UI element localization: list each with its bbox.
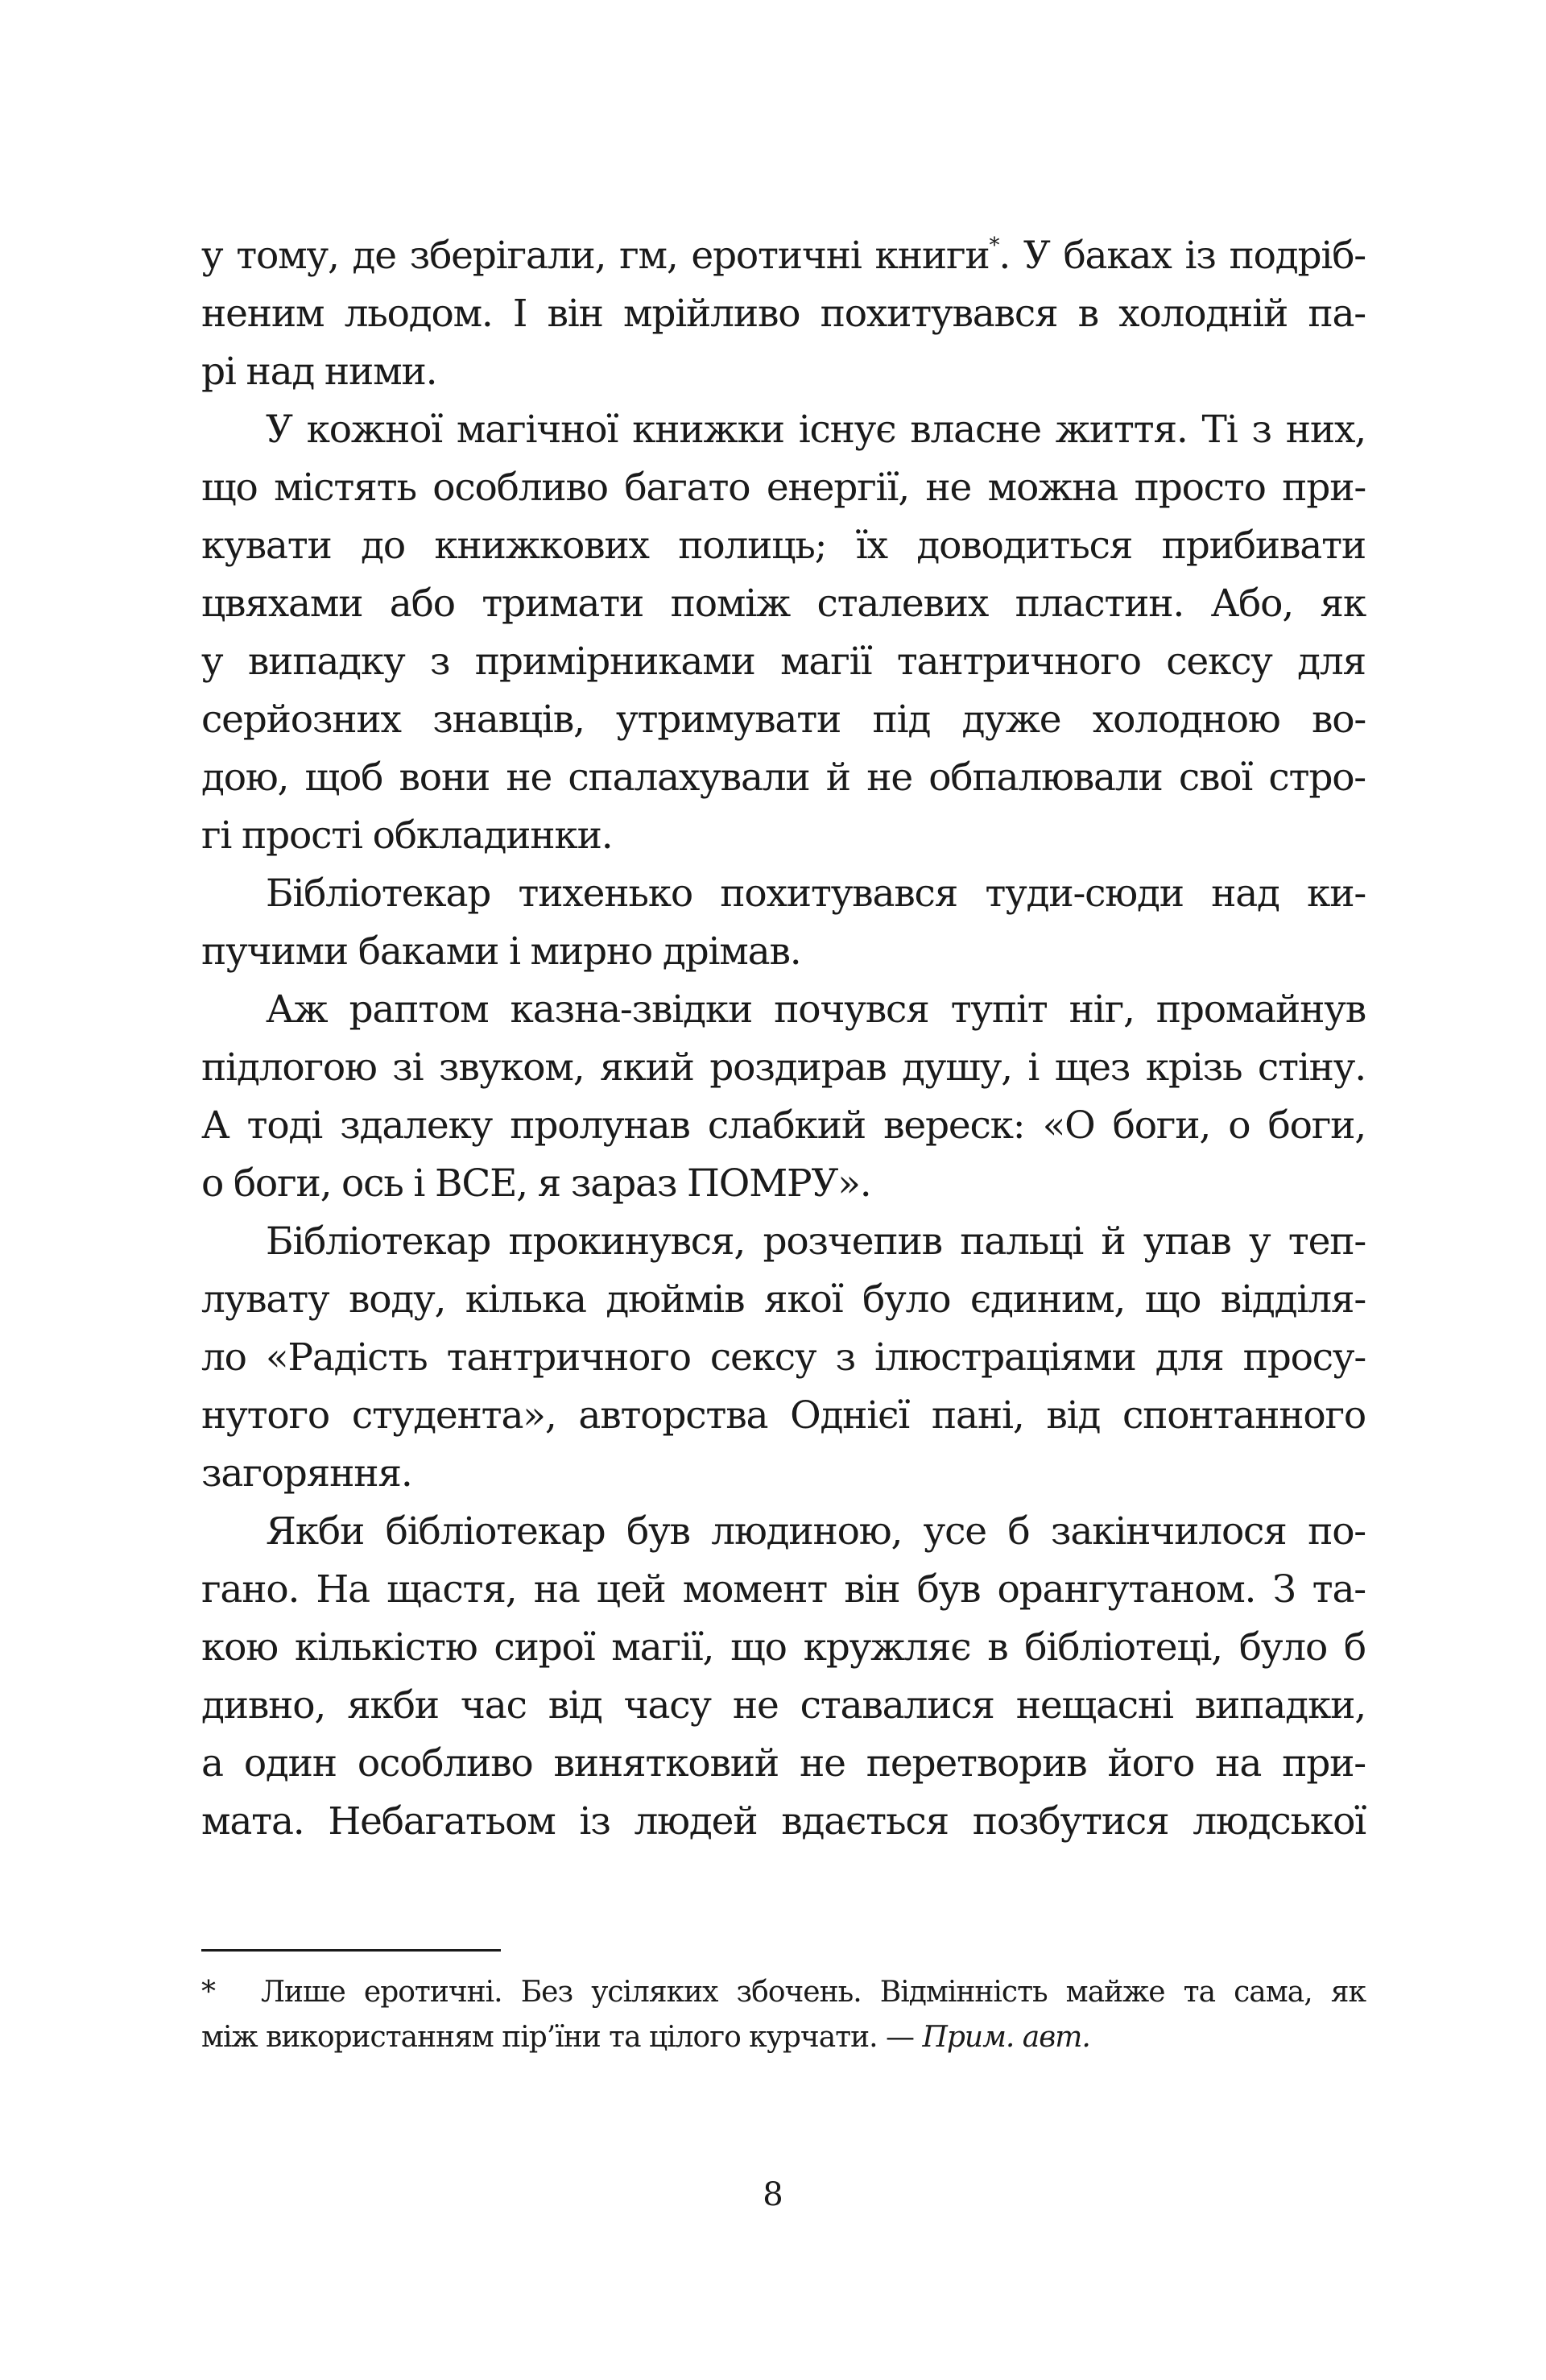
footnote <box>201 1970 1366 2060</box>
text-line: лувату воду, кілька дюймів якої було єдиним, що відділя- <box>201 1277 1366 1322</box>
footnote-reference[interactable]: * <box>989 234 999 258</box>
text-line: Бібліотекар прокинувся, розчепив пальці й упав у теп- <box>266 1219 1366 1264</box>
text-line: гано. На щастя, на цей момент він був орангутаном. З та- <box>201 1567 1366 1612</box>
paragraph <box>201 227 1366 401</box>
text-line: о боги, ось і ВСЕ, я зараз ПОМРУ». <box>201 1161 871 1206</box>
text-line: загоряння. <box>201 1451 412 1496</box>
text-line: Бібліотекар тихенько похитувався туди-сюди над ки- <box>266 871 1366 916</box>
paragraph <box>201 401 1366 865</box>
page-body <box>201 227 1366 1851</box>
footnote-line <box>201 1970 1366 2015</box>
text-line: ло «Радість тантричного сексу з ілюстраціями для просу- <box>201 1335 1366 1380</box>
page-number: 8 <box>763 2176 783 2213</box>
text-line: неним льодом. І він мрійливо похитувався в холодній па- <box>201 292 1366 336</box>
footnote-line <box>201 2015 1366 2060</box>
footnote-text: Лише еротичні. Без усіляких збочень. Відмінність майже та сама, як <box>261 1976 1366 2009</box>
paragraph <box>201 865 1366 981</box>
text-line: у випадку з примірниками магії тантричного сексу для <box>201 639 1366 684</box>
paragraph <box>201 1213 1366 1503</box>
text-line: кою кількістю сирої магії, що кружляє в бібліотеці, було б <box>201 1625 1366 1670</box>
book-page <box>201 227 1366 1851</box>
text-line: підлогою зі звуком, який роздирав душу, і щез крізь стіну. <box>201 1045 1366 1090</box>
text-line: у тому, де зберігали, гм, еротичні книги*. У баках із подріб- <box>201 234 1366 278</box>
text-line: А тоді здалеку пролунав слабкий вереск: «О боги, о боги, <box>201 1103 1366 1148</box>
text-line: цвяхами або тримати поміж сталевих пластин. Або, як <box>201 582 1366 626</box>
text-line: мата. Небагатьом із людей вдається позбутися людської <box>201 1799 1366 1844</box>
text-line: нутого студента», авторства Однієї пані, від спонтанного <box>201 1393 1366 1438</box>
text-line: Аж раптом казна-звідки почувся тупіт ніг, промайнув <box>266 987 1366 1032</box>
text-line: гі прості обкладинки. <box>201 813 613 858</box>
footnote-marker: * <box>201 1976 215 2009</box>
text-line: Якби бібліотекар був людиною, усе б закінчилося по- <box>266 1509 1366 1554</box>
text-line: дивно, якби час від часу не ставалися нещасні випадки, <box>201 1683 1366 1728</box>
paragraph <box>201 981 1366 1213</box>
paragraph <box>201 1503 1366 1851</box>
text-line: У кожної магічної книжки існує власне життя. Ті з них, <box>266 408 1366 452</box>
text-line: кувати до книжкових полиць; їх доводиться прибивати <box>201 524 1366 568</box>
text-line: рі над ними. <box>201 350 437 394</box>
text-line: що містять особливо багато енергії, не можна просто при- <box>201 466 1366 510</box>
text-line: а один особливо винятковий не перетворив його на при- <box>201 1741 1366 1786</box>
text-line: пучими баками і мирно дрімав. <box>201 929 801 974</box>
footnote-text: між використанням пір’їни та цілого курчати. — <box>201 2021 914 2054</box>
text-line: дою, щоб вони не спалахували й не обпалювали свої стро- <box>201 755 1366 800</box>
footnote-attribution: Прим. авт. <box>922 2021 1090 2054</box>
text-line: серйозних знавців, утримувати під дуже холодною во- <box>201 697 1366 742</box>
footnote-divider <box>201 1949 501 1952</box>
